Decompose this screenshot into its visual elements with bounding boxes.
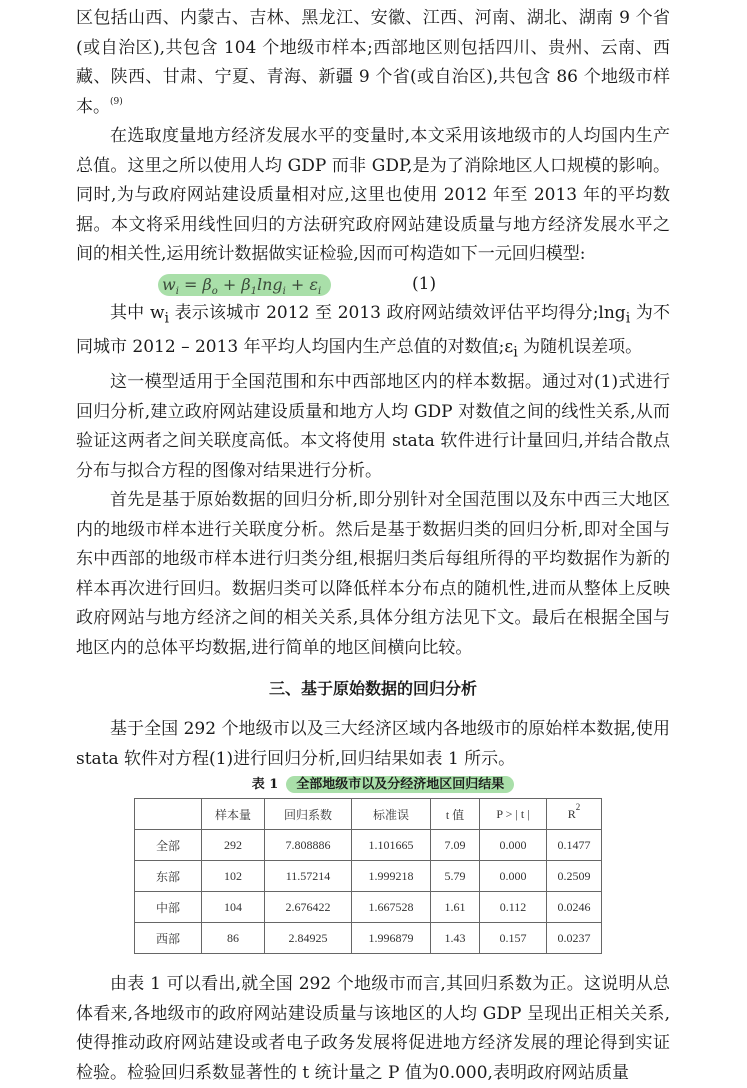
paragraph-variable-selection: 在选取度量地方经济发展水平的变量时,本文采用该地级市的人均国内生产总值。这里之所以使用人均 GDP 而非 GDP,是为了消除地区人口规模的影响。同时,为与政府网站建设质量相对应,这里也使用 2012 年至 2013 年的平均数据。本文将采用线性回归的方法研究政府网站建设质量与地方经济发展水平之间的相关性,运用统计数据做实证检验,因而可构造如下一元回归模型: <box>76 126 670 264</box>
equation-row <box>76 270 670 299</box>
table-cell: 0.1477 <box>547 830 602 861</box>
paragraph-table-intro: 基于全国 292 个地级市以及三大经济区域内各地级市的原始样本数据,使用 stata 软件对方程(1)进行回归分析,回归结果如表 1 所示。 <box>76 719 670 769</box>
table-cell: 0.0246 <box>547 892 602 923</box>
table-row <box>135 861 602 892</box>
regression-results-table <box>134 798 602 954</box>
table-cell: 11.57214 <box>265 861 352 892</box>
table-cell: 0.157 <box>480 923 547 954</box>
paragraph-regions-text: 区包括山西、内蒙古、吉林、黑龙江、安徽、江西、河南、湖北、湖南 9 个省(或自治区),共包含 104 个地级市样本;西部地区则包括四川、贵州、云南、西藏、陕西、甘肃、宁夏、青海、新疆 9 个省(或自治区),共包含 86 个地级市样本。 <box>76 8 670 117</box>
table-cell: 2.84925 <box>265 923 352 954</box>
header-cell: 回归系数 <box>265 799 352 830</box>
table-cell: 1.101665 <box>352 830 431 861</box>
table-cell: 0.2509 <box>547 861 602 892</box>
table-header-row <box>135 799 602 830</box>
paragraph-model-scope: 这一模型适用于全国范围和东中西部地区内的样本数据。通过对(1)式进行回归分析,建立政府网站建设质量和地方人均 GDP 对数值之间的线性关系,从而验证这两者之间关联度高低。本文将使用 stata 软件进行计量回归,并结合散点分布与拟合方程的图像对结果进行分析。 <box>76 372 670 481</box>
table-title: 全部地级市以及分经济地区回归结果 <box>286 776 514 793</box>
table-cell: 102 <box>202 861 265 892</box>
row-label: 西部 <box>135 923 202 954</box>
header-cell-r-squared: $R^2$ <box>547 799 602 830</box>
table-cell: 0.000 <box>480 861 547 892</box>
table-cell: 292 <box>202 830 265 861</box>
table-cell: 5.79 <box>431 861 480 892</box>
table-row <box>135 892 602 923</box>
regression-equation: $w_i = \beta_o + \beta_1\ln g_i + \varepsilon_i$ <box>158 274 331 296</box>
page <box>76 4 670 1088</box>
header-cell <box>135 799 202 830</box>
reference-marker: (9) <box>110 96 123 107</box>
table-cell: 1.999218 <box>352 861 431 892</box>
table-cell: 0.0237 <box>547 923 602 954</box>
table-cell: 0.000 <box>480 830 547 861</box>
table-cell: 2.676422 <box>265 892 352 923</box>
table-cell: 104 <box>202 892 265 923</box>
table-cell: 7.808886 <box>265 830 352 861</box>
table-cell: 7.09 <box>431 830 480 861</box>
table-cell: 1.667528 <box>352 892 431 923</box>
table-cell: 1.996879 <box>352 923 431 954</box>
paragraph-variable-definitions: 其中 $w_i$ 表示该城市 2012 至 2013 政府网站绩效评估平均得分;lng$_i$ 为不同城市 2012 – 2013 年平均人均国内生产总值的对数值$;\varepsilon_i$ 为随机误差项。 <box>76 302 670 361</box>
table-cell: 0.112 <box>480 892 547 923</box>
header-cell: t 值 <box>431 799 480 830</box>
header-cell: 标准误 <box>352 799 431 830</box>
row-label: 全部 <box>135 830 202 861</box>
row-label: 中部 <box>135 892 202 923</box>
paragraph-method-overview: 首先是基于原始数据的回归分析,即分别针对全国范围以及东中西三大地区内的地级市样本进行关联度分析。然后是基于数据归类的回归分析,即对全国与东中西部的地级市样本进行归类分组,根据归类后每组所得的平均数据作为新的样本再次进行回归。数据归类可以降低样本分布点的随机性,进而从整体上反映政府网站与地方经济之间的相关关系,具体分组方法见下文。最后在根据全国与地区内的总体平均数据,进行简单的地区间横向比较。 <box>76 490 670 658</box>
header-cell: 样本量 <box>202 799 265 830</box>
equation-number: (1) <box>412 273 437 294</box>
paragraph-regions <box>76 4 670 122</box>
table-cell: 86 <box>202 923 265 954</box>
paragraph-results-discussion: 由表 1 可以看出,就全国 292 个地级市而言,其回归系数为正。这说明从总体看来,各地级市的政府网站建设质量与该地区的人均 GDP 呈现出正相关关系,使得推动政府网站建设或者电子政务发展将促进地方经济发展的理论得到实证检验。检验回归系数显著性的 t 统计量之 P 值为0.000,表明政府网站质量 <box>76 974 670 1083</box>
table-row <box>135 923 602 954</box>
table-row <box>135 830 602 861</box>
table-label: 表 1 <box>251 777 279 793</box>
table-cell: 1.61 <box>431 892 480 923</box>
section-heading: 三、基于原始数据的回归分析 <box>268 679 477 699</box>
row-label: 东部 <box>135 861 202 892</box>
table-cell: 1.43 <box>431 923 480 954</box>
header-cell: P > | t | <box>480 799 547 830</box>
table-caption <box>96 774 670 798</box>
